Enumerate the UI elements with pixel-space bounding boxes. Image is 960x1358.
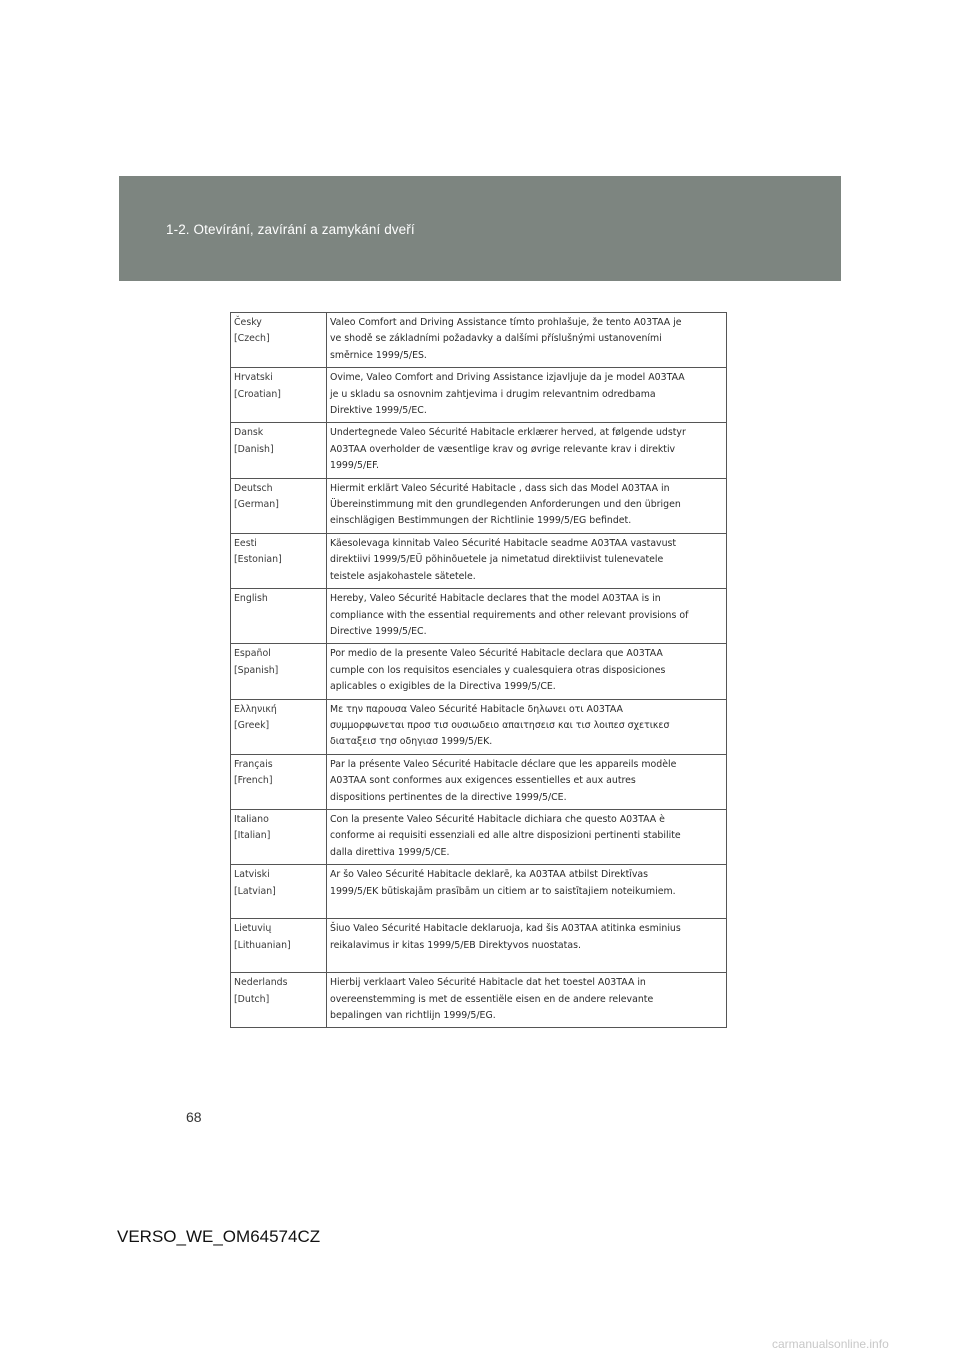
declaration-text-line: Με την παρουσα Valeo Sécurité Habitacle δηλωνει οτι A03TAA bbox=[330, 703, 623, 715]
language-english-name: [German] bbox=[234, 499, 279, 511]
declaration-text-line: 1999/5/EF. bbox=[330, 460, 379, 472]
declaration-text-cell bbox=[327, 699, 727, 754]
declaration-text-line: teistele asjakohastele sätetele. bbox=[330, 570, 476, 582]
language-english-name: [Dutch] bbox=[234, 993, 270, 1005]
declaration-text-line: reikalavimus ir kitas 1999/5/EB Direktyvos nuostatas. bbox=[330, 939, 581, 951]
language-cell bbox=[231, 313, 327, 368]
declaration-text-cell bbox=[327, 809, 727, 864]
declaration-text-line: A03TAA sont conformes aux exigences essentielles et aux autres bbox=[330, 775, 636, 787]
language-cell bbox=[231, 423, 327, 478]
table-row bbox=[231, 313, 727, 368]
table-row bbox=[231, 423, 727, 478]
declaration-text-line: ve shodě se základními požadavky a dalšími příslušnými ustanoveními bbox=[330, 333, 662, 345]
declaration-text-line: Ar šo Valeo Sécurité Habitacle deklarē, ka A03TAA atbilst Direktīvas bbox=[330, 869, 649, 881]
declaration-text-line: Hereby, Valeo Sécurité Habitacle declares that the model A03TAA is in bbox=[330, 593, 661, 605]
declaration-text-line: 1999/5/EK būtiskajām prasībām un citiem ar to saistītajiem noteikumiem. bbox=[330, 885, 676, 897]
declaration-text-line: conforme ai requisiti essenziali ed alle altre disposizioni pertinenti stabilite bbox=[330, 830, 681, 842]
declaration-text-cell bbox=[327, 973, 727, 1028]
declaration-text-line: Directive 1999/5/EC. bbox=[330, 625, 427, 637]
table-row bbox=[231, 478, 727, 533]
language-name: Latviski bbox=[234, 869, 270, 881]
declaration-table-body bbox=[231, 313, 727, 1028]
declaration-text-line: Direktive 1999/5/EC. bbox=[330, 405, 427, 417]
table-row bbox=[231, 699, 727, 754]
declaration-text-line: Valeo Comfort and Driving Assistance tímto prohlašuje, že tento A03TAA je bbox=[330, 317, 682, 328]
language-name: Nederlands bbox=[234, 977, 288, 989]
table-row bbox=[231, 919, 727, 973]
table-row bbox=[231, 865, 727, 919]
language-english-name: [French] bbox=[234, 775, 273, 787]
language-name: Eesti bbox=[234, 537, 257, 549]
declaration-text-line: bepalingen van richtlijn 1999/5/EG. bbox=[330, 1010, 496, 1021]
declaration-text-line: συμμορφωνεται προσ τισ ουσιωδειο απαιτησεισ και τισ λοιπεσ σχετικεσ bbox=[330, 719, 670, 731]
language-cell bbox=[231, 533, 327, 588]
language-english-name: [Spanish] bbox=[234, 664, 279, 676]
declaration-text-line: overeenstemming is met de essentiële eisen en de andere relevante bbox=[330, 993, 654, 1005]
watermark: carmanualsonline.info bbox=[772, 1337, 889, 1351]
table-row bbox=[231, 589, 727, 644]
declaration-text-line: cumple con los requisitos esenciales y cualesquiera otras disposiciones bbox=[330, 664, 666, 676]
language-cell bbox=[231, 368, 327, 423]
declaration-text-line: διαταξεισ τησ οδηγιασ 1999/5/ΕΚ. bbox=[330, 736, 493, 748]
language-cell bbox=[231, 973, 327, 1028]
language-cell bbox=[231, 809, 327, 864]
declaration-text-line: Undertegnede Valeo Sécurité Habitacle erklærer herved, at følgende udstyr bbox=[330, 427, 686, 439]
language-cell bbox=[231, 589, 327, 644]
language-english-name: [Lithuanian] bbox=[234, 939, 291, 951]
language-name: Lietuvių bbox=[234, 923, 272, 935]
declaration-text-cell bbox=[327, 644, 727, 699]
declaration-text-line: dispositions pertinentes de la directive 1999/5/CE. bbox=[330, 791, 567, 803]
declaration-text-line: aplicables o exigibles de la Directiva 1999/5/CE. bbox=[330, 681, 556, 693]
declaration-text-cell bbox=[327, 919, 727, 973]
language-name: Español bbox=[234, 648, 271, 660]
declaration-text-line: A03TAA overholder de væsentlige krav og øvrige relevante krav i direktiv bbox=[330, 443, 676, 455]
language-english-name: [Latvian] bbox=[234, 885, 276, 897]
declaration-text-line: direktiivi 1999/5/EÜ põhinõuetele ja nimetatud direktiivist tulenevatele bbox=[330, 554, 664, 566]
language-english-name: [Danish] bbox=[234, 443, 274, 455]
declaration-text-cell bbox=[327, 754, 727, 809]
language-name: Hrvatski bbox=[234, 372, 273, 384]
language-english-name: [Italian] bbox=[234, 830, 271, 842]
language-name: Italiano bbox=[234, 813, 269, 825]
document-code: VERSO_WE_OM64574CZ bbox=[117, 1227, 321, 1246]
language-name: Français bbox=[234, 758, 273, 770]
declaration-text-cell bbox=[327, 313, 727, 368]
language-english-name: [Czech] bbox=[234, 333, 270, 345]
declaration-text-line: Šiuo Valeo Sécurité Habitacle deklaruoja, kad šis A03TAA atitinka esminius bbox=[330, 923, 681, 935]
declaration-text-cell bbox=[327, 423, 727, 478]
declaration-text-cell bbox=[327, 368, 727, 423]
declaration-text-cell bbox=[327, 478, 727, 533]
table-row bbox=[231, 754, 727, 809]
declaration-text-line: Por medio de la presente Valeo Sécurité Habitacle declara que A03TAA bbox=[330, 648, 663, 660]
declaration-text-line: Con la presente Valeo Sécurité Habitacle dichiara che questo A03TAA è bbox=[330, 813, 665, 825]
language-cell bbox=[231, 699, 327, 754]
declaration-table bbox=[230, 312, 727, 1028]
declaration-text-line: dalla direttiva 1999/5/CE. bbox=[330, 846, 450, 858]
section-title: 1-2. Otevírání, zavírání a zamykání dveří bbox=[166, 222, 415, 237]
page-number: 68 bbox=[186, 1109, 202, 1125]
declaration-text-line: je u skladu sa osnovnim zahtjevima i drugim relevantnim odredbama bbox=[330, 388, 656, 400]
table-row bbox=[231, 973, 727, 1028]
table-row bbox=[231, 533, 727, 588]
declaration-text-cell bbox=[327, 865, 727, 919]
language-cell bbox=[231, 754, 327, 809]
language-cell bbox=[231, 919, 327, 973]
language-cell bbox=[231, 644, 327, 699]
declaration-text-line: Übereinstimmung mit den grundlegenden Anforderungen und den übrigen bbox=[330, 499, 681, 511]
language-english-name: [Croatian] bbox=[234, 388, 281, 400]
language-name: Dansk bbox=[234, 427, 264, 439]
language-name: Ελληνική bbox=[234, 703, 277, 715]
declaration-text-line: compliance with the essential requirements and other relevant provisions of bbox=[330, 609, 689, 621]
declaration-text-line: einschlägigen Bestimmungen der Richtlinie 1999/5/EG befindet. bbox=[330, 515, 632, 527]
language-name: Česky bbox=[234, 317, 262, 328]
declaration-text-line: Par la présente Valeo Sécurité Habitacle déclare que les appareils modèle bbox=[330, 758, 677, 770]
language-name: Deutsch bbox=[234, 482, 273, 494]
declaration-text-line: směrnice 1999/5/ES. bbox=[330, 349, 427, 361]
declaration-text-cell bbox=[327, 533, 727, 588]
declaration-text-line: Hierbij verklaart Valeo Sécurité Habitacle dat het toestel A03TAA in bbox=[330, 977, 646, 989]
language-english-name: [Estonian] bbox=[234, 554, 282, 566]
table-row bbox=[231, 809, 727, 864]
table-row bbox=[231, 368, 727, 423]
language-name: English bbox=[234, 593, 268, 605]
declaration-text-line: Käesolevaga kinnitab Valeo Sécurité Habitacle seadme A03TAA vastavust bbox=[330, 537, 677, 549]
declaration-text-line: Ovime, Valeo Comfort and Driving Assistance izjavljuje da je model A03TAA bbox=[330, 372, 685, 384]
table-row bbox=[231, 644, 727, 699]
declaration-text-cell bbox=[327, 589, 727, 644]
language-english-name: [Greek] bbox=[234, 719, 270, 731]
language-cell bbox=[231, 865, 327, 919]
language-cell bbox=[231, 478, 327, 533]
declaration-text-line: Hiermit erklärt Valeo Sécurité Habitacle , dass sich das Model A03TAA in bbox=[330, 482, 670, 494]
